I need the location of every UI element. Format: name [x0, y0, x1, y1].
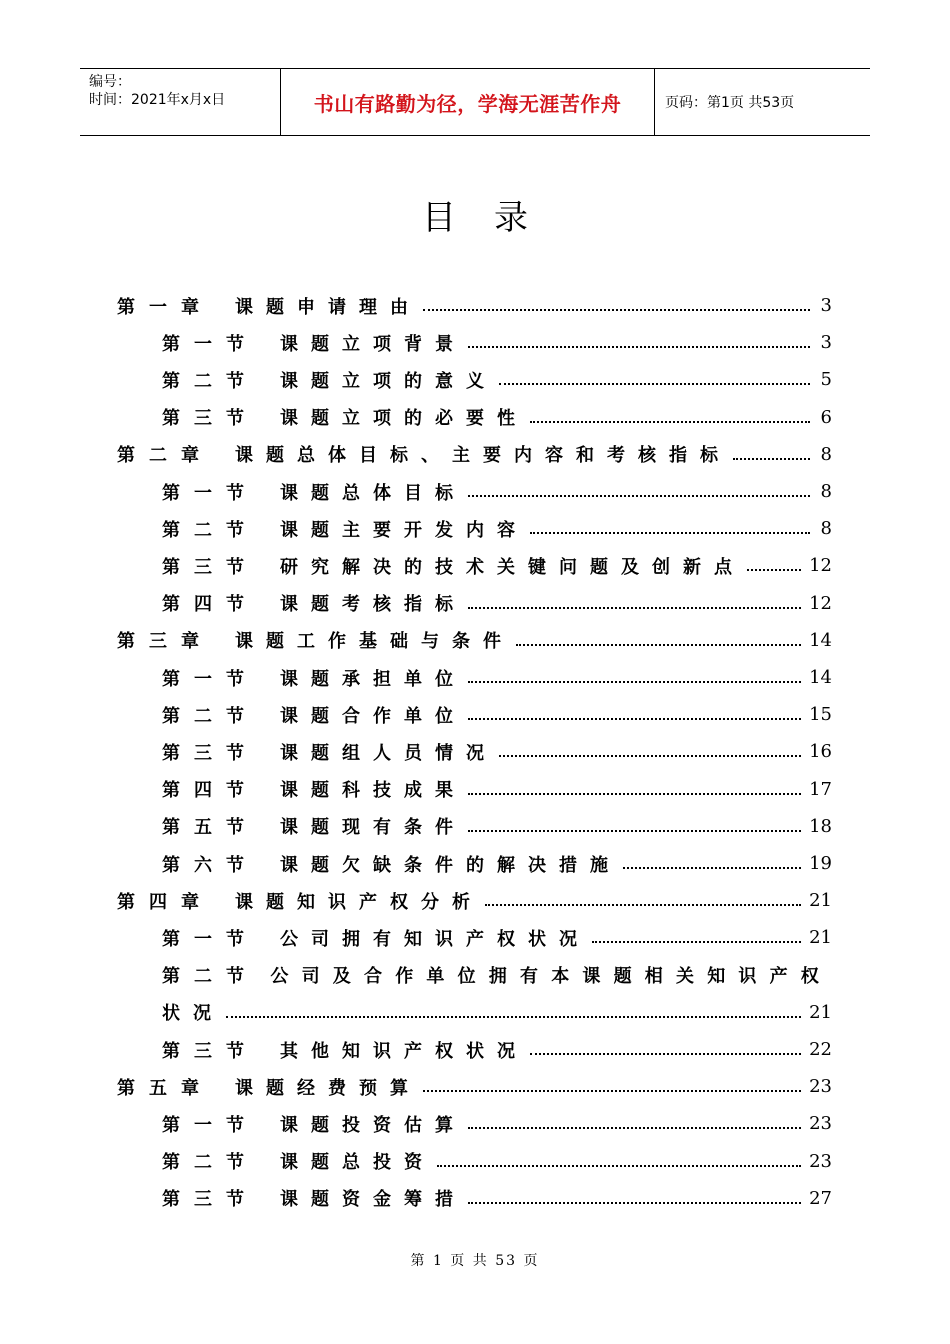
toc-entry-page: 8: [820, 481, 832, 502]
toc-dot-leader: [516, 643, 801, 646]
toc-entry-number: 第三节: [162, 556, 258, 578]
toc-entry-page: 22: [809, 1039, 832, 1060]
toc-entry-page: 8: [820, 443, 832, 465]
toc-entry[interactable]: [162, 473, 832, 510]
toc-dot-leader: [468, 829, 801, 832]
toc-entry-title: 其他知识产权状况: [280, 1040, 528, 1062]
toc-entry-title: 课题立项的意义: [280, 370, 497, 392]
toc-entry-title: 研究解决的技术关键问题及创新点: [280, 556, 745, 578]
toc-dot-leader: [468, 1201, 801, 1204]
toc-entry-title: 课题立项背景: [280, 333, 466, 355]
toc-entry-page: 27: [809, 1187, 832, 1209]
toc-entry[interactable]: [162, 808, 832, 845]
toc-entry-title: 课题资金筹措: [280, 1189, 466, 1211]
toc-entry-number: 第二节: [162, 966, 258, 988]
toc-entry-number: 第一节: [162, 668, 258, 690]
toc-dot-leader: [423, 1089, 801, 1092]
toc-entry-page: 14: [809, 667, 832, 688]
toc-entry-number: 第三章: [117, 631, 213, 653]
toc-entry[interactable]: [117, 1068, 832, 1105]
toc-entry[interactable]: [162, 696, 832, 733]
toc-entry[interactable]: [162, 547, 832, 584]
toc-entry-page: 3: [820, 295, 832, 316]
toc-entry-number: 第一节: [162, 928, 258, 950]
page-footer: 第 1 页 共 53 页: [410, 1253, 540, 1269]
toc-dot-leader: [485, 903, 801, 906]
toc-entry[interactable]: [162, 994, 832, 1031]
toc-entry-number: 第一节: [162, 1114, 258, 1136]
toc-entry-title: 课题组人员情况: [280, 742, 497, 764]
toc-entry-number: 第一章: [117, 296, 213, 318]
toc-entry-title: 课题总体目标、主要内容和考核指标: [235, 445, 731, 467]
toc-entry[interactable]: [162, 845, 832, 882]
toc-entry-title: 课题立项的必要性: [280, 408, 528, 430]
toc-entry-title: 课题申请理由: [235, 296, 421, 318]
toc-entry-title: 课题投资估算: [280, 1114, 466, 1136]
toc-entry[interactable]: [162, 957, 832, 994]
toc-dot-leader: [468, 792, 801, 795]
number-label: 编号：: [89, 74, 131, 90]
toc-dot-leader: [468, 1126, 801, 1129]
toc-dot-leader: [530, 1052, 801, 1055]
toc-entry[interactable]: [162, 771, 832, 808]
toc-entry[interactable]: [162, 1180, 832, 1217]
toc-entry-page: 23: [809, 1076, 832, 1098]
toc-entry-page: 17: [809, 778, 832, 800]
toc-entry-number: 第二节: [162, 705, 258, 727]
toc-entry-title: 状况: [162, 1003, 224, 1025]
page-header: [80, 68, 870, 136]
header-page-info: 页码：第1页 共53页: [665, 95, 795, 111]
toc-entry-title: 课题总投资: [280, 1152, 435, 1174]
toc-dot-leader: [499, 754, 801, 757]
toc-entry-number: 第三节: [162, 742, 258, 764]
toc-entry[interactable]: [117, 882, 832, 919]
toc-entry[interactable]: [162, 399, 832, 436]
toc-entry[interactable]: [162, 1143, 832, 1180]
toc-entry-page: 8: [820, 518, 832, 540]
toc-dot-leader: [499, 382, 810, 385]
toc-entry-page: 18: [809, 815, 832, 837]
toc-entry-title: 课题总体目标: [280, 482, 466, 504]
toc-entry-number: 第二节: [162, 370, 258, 392]
toc-entry-title: 课题经费预算: [235, 1077, 421, 1099]
header-meta: [80, 69, 281, 135]
toc-entry-number: 第五节: [162, 817, 258, 839]
toc-entry-number: 第三节: [162, 1189, 258, 1211]
toc-dot-leader: [530, 420, 810, 423]
toc-dot-leader: [623, 866, 801, 869]
toc-entry-page: 3: [820, 332, 832, 354]
toc-entry-page: 21: [809, 890, 832, 912]
toc-entry[interactable]: [162, 585, 832, 622]
toc-entry-page: 23: [809, 1113, 832, 1135]
toc-entry-title: 课题工作基础与条件: [235, 631, 514, 653]
toc-entry-page: 6: [820, 406, 832, 428]
toc-dot-leader: [747, 568, 801, 571]
toc-entry-number: 第一节: [162, 333, 258, 355]
toc-entry-number: 第四章: [117, 891, 213, 913]
toc-entry-title: 课题合作单位: [280, 705, 466, 727]
toc-entry-number: 第六节: [162, 854, 258, 876]
toc-entry-title: 课题现有条件: [280, 817, 466, 839]
toc-entry-number: 第二节: [162, 1152, 258, 1174]
toc-entry-title: 课题考核指标: [280, 594, 466, 616]
toc-entry[interactable]: [117, 287, 832, 324]
toc-entry-number: 第三节: [162, 1040, 258, 1062]
toc-entry-page: 12: [809, 592, 832, 614]
toc-entry[interactable]: [117, 622, 832, 659]
toc-entry-page: 15: [809, 704, 832, 726]
toc-entry[interactable]: [162, 1031, 832, 1068]
toc-entry-number: 第四节: [162, 780, 258, 802]
toc-dot-leader: [423, 308, 810, 311]
toc-entry-title: 课题科技成果: [280, 780, 466, 802]
toc-entry-page: 12: [809, 555, 832, 577]
toc-entry-number: 第二节: [162, 519, 258, 541]
page-title: 目录: [422, 198, 566, 238]
toc-dot-leader: [437, 1164, 801, 1167]
toc-dot-leader: [468, 606, 801, 609]
toc-entry[interactable]: [162, 733, 832, 770]
toc-dot-leader: [530, 531, 810, 534]
toc-entry-page: 21: [809, 927, 832, 949]
toc-entry-number: 第四节: [162, 594, 258, 616]
toc-entry-page: 14: [809, 629, 832, 651]
toc-entry-page: 16: [809, 741, 832, 763]
toc-dot-leader: [226, 1015, 801, 1018]
toc-dot-leader: [468, 345, 810, 348]
toc-entry-page: 19: [809, 853, 832, 874]
toc-entry-number: 第三节: [162, 408, 258, 430]
toc-entry[interactable]: [117, 436, 832, 473]
toc-dot-leader: [592, 940, 801, 943]
toc-entry[interactable]: [162, 324, 832, 361]
toc-entry-title: 公司及合作单位拥有本课题相关知识产权: [270, 966, 832, 988]
toc-entry-title: 课题主要开发内容: [280, 519, 528, 541]
toc-entry-page: 23: [809, 1150, 832, 1172]
toc-dot-leader: [733, 457, 810, 460]
toc-entry-title: 课题知识产权分析: [235, 891, 483, 913]
toc-dot-leader: [468, 494, 810, 497]
toc-entry[interactable]: [162, 1105, 832, 1142]
toc-entry[interactable]: [162, 659, 832, 696]
toc-entry[interactable]: [162, 919, 832, 956]
toc-entry-number: 第二章: [117, 445, 213, 467]
toc-entry[interactable]: [162, 361, 832, 398]
toc-entry-page: 5: [820, 369, 832, 391]
toc-entry[interactable]: [162, 510, 832, 547]
toc-entry-title: 公司拥有知识产权状况: [280, 928, 590, 950]
time-label: 时间：2021年x月x日: [89, 92, 226, 108]
toc-dot-leader: [468, 717, 801, 720]
toc-entry-title: 课题承担单位: [280, 668, 466, 690]
toc-entry-number: 第五章: [117, 1077, 213, 1099]
header-motto: 书山有路勤为径，学海无涯苦作舟: [281, 69, 655, 135]
toc-entry-title: 课题欠缺条件的解决措施: [280, 854, 621, 876]
toc-dot-leader: [468, 680, 801, 683]
toc-entry-page: 21: [809, 1001, 832, 1023]
toc-entry-number: 第一节: [162, 482, 258, 504]
